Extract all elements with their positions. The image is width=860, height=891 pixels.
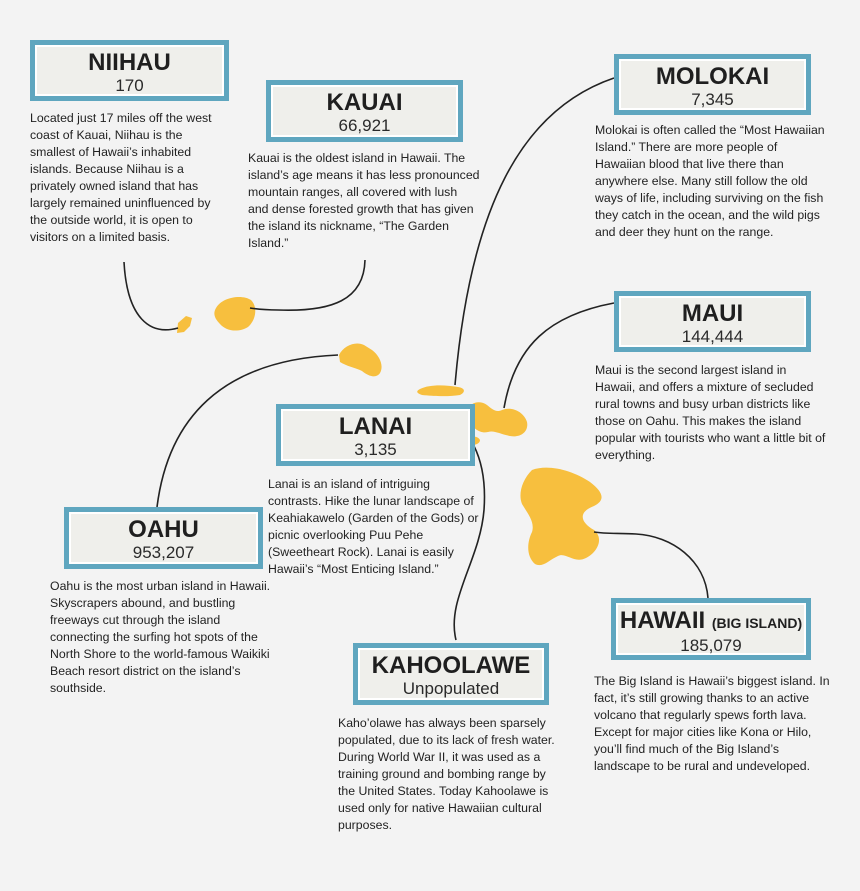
oahu-name: OAHU: [128, 516, 199, 543]
kahoolawe-population: Unpopulated: [402, 679, 500, 698]
island-maui-shape: [468, 402, 527, 436]
card-maui: [614, 291, 811, 352]
kauai-description: Kauai is the oldest island in Hawaii. The island’s age means it has less pronounced mountain ranges, all covered with lush and dense forested growth that has given the island its nickname, “The Garden Island.”: [248, 151, 480, 250]
hawaii-name-sub: (BIG ISLAND): [711, 615, 803, 631]
connector-hawaii: [594, 532, 708, 598]
lanai-name: LANAI: [338, 413, 413, 440]
card-lanai: [276, 404, 475, 466]
maui-name: MAUI: [681, 300, 744, 327]
card-molokai: [614, 54, 811, 115]
molokai-population: 7,345: [691, 90, 734, 109]
hawaii-name-main: HAWAII: [619, 607, 706, 634]
card-hawaii: [611, 598, 811, 660]
maui-population: 144,444: [681, 327, 744, 346]
maui-description: Maui is the second largest island in Hawaii, and offers a mixture of secluded rural towns and busy urban districts like those on Oahu. This makes the island popular with tourists who want a little bit of everything.: [595, 363, 826, 462]
kahoolawe-name: KAHOOLAWE: [371, 652, 531, 679]
kahoolawe-description: Kaho’olawe has always been sparsely populated, due to its lack of fresh water. During World War II, it was used as a training ground and bombing range by the United States. Today Kahoolawe is used only for native Hawaiian cultural purposes.: [338, 716, 555, 832]
niihau-population: 170: [115, 76, 144, 95]
oahu-description: Oahu is the most urban island in Hawaii. Skyscrapers abound, and bustling freeways cut through the island connecting the surfing hot spots of the North Shore to the world-famous Waikiki Beach resort district on the island’s southside.: [50, 579, 271, 695]
hawaii-description: The Big Island is Hawaii’s biggest island. In fact, it’s still growing thanks to an active volcano that regularly spews forth lava. Except for major cities like Kona or Hilo, you’ll find much of the Big Island’s landscape to be rural and undeveloped.: [594, 674, 830, 773]
connector-kauai: [250, 260, 365, 310]
hawaii-population: 185,079: [680, 636, 742, 655]
kauai-population: 66,921: [338, 116, 391, 135]
molokai-name: MOLOKAI: [655, 63, 770, 90]
kauai-name: KAUAI: [326, 89, 403, 116]
card-kahoolawe: [353, 643, 549, 705]
hawaii-name: [616, 608, 806, 636]
card-oahu: [64, 507, 263, 569]
molokai-description: Molokai is often called the “Most Hawaiian Island.” There are more people of Hawaiian blood that live there than anywhere else. Many still follow the old ways of life, including surviving on the fish they catch in the ocean, and the wild pigs and deer they hunt on the range.: [595, 123, 825, 239]
island-molokai-shape: [417, 385, 464, 396]
island-oahu-shape: [339, 343, 382, 376]
connector-niihau: [124, 262, 178, 330]
niihau-description: Located just 17 miles off the west coast of Kauai, Niihau is the smallest of Hawaii’s inhabited islands. Because Niihau is a privately owned island that has largely remained uninfluenced by the outside world, it is open to visitors on a limited basis.: [30, 111, 212, 244]
card-niihau: [30, 40, 229, 101]
island-kauai-shape: [214, 297, 255, 331]
island-hawaii-shape: [520, 468, 601, 565]
oahu-population: 953,207: [132, 543, 195, 562]
niihau-name: NIIHAU: [88, 49, 171, 76]
card-kauai: [266, 80, 463, 142]
lanai-description: Lanai is an island of intriguing contrasts. Hike the lunar landscape of Keahiakawelo (Garden of the Gods) or picnic overlooking Puu Pehe (Sweetheart Rock). Lanai is easily Hawaii’s “Most Enticing Island.”: [268, 477, 479, 576]
lanai-population: 3,135: [354, 440, 397, 459]
island-niihau-shape: [177, 316, 192, 333]
